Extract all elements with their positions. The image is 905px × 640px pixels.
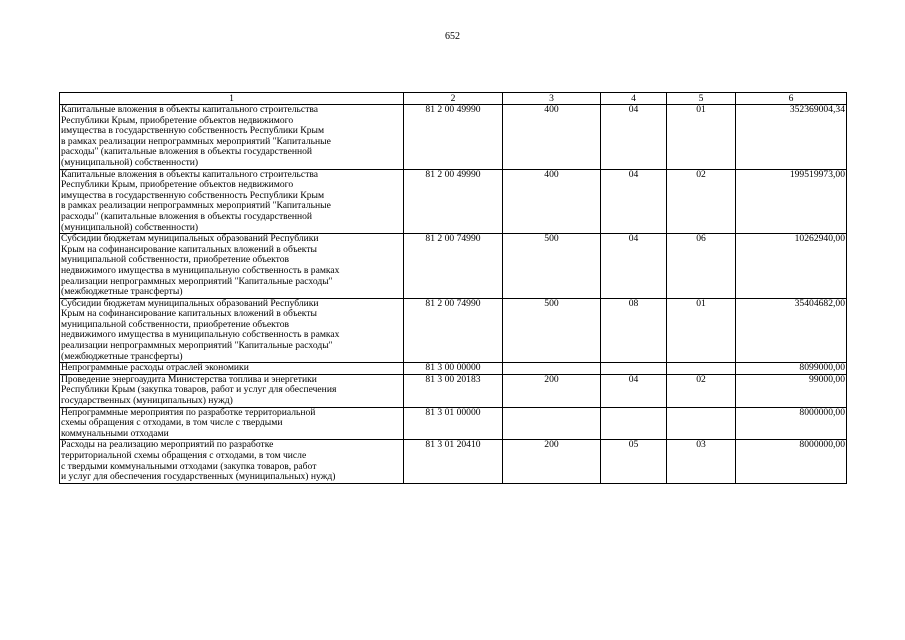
expense-name: Проведение энергоаудита Министерства топлива и энергетики Республики Крым (закупка товаров, работ и услуг для обеспечения государственных (муниципальных) нужд) xyxy=(60,374,404,407)
target-article-code: 81 3 01 20410 xyxy=(404,440,503,483)
subsection-code: 02 xyxy=(667,169,736,234)
amount: 10262940,00 xyxy=(736,234,847,299)
expense-type-code: 400 xyxy=(503,105,601,170)
section-code: 04 xyxy=(601,105,667,170)
expense-type-code: 200 xyxy=(503,374,601,407)
table-row xyxy=(60,363,847,375)
amount: 352369004,34 xyxy=(736,105,847,170)
amount: 8000000,00 xyxy=(736,440,847,483)
target-article-code: 81 3 00 00000 xyxy=(404,363,503,375)
column-header-2: 2 xyxy=(404,93,503,105)
subsection-code: 01 xyxy=(667,105,736,170)
column-header-4: 4 xyxy=(601,93,667,105)
expense-name: Непрограммные расходы отраслей экономики xyxy=(60,363,404,375)
table-row xyxy=(60,169,847,234)
section-code: 05 xyxy=(601,440,667,483)
expense-name: Капитальные вложения в объекты капитального строительства Республики Крым, приобретение объектов недвижимого имущества в государственную собственность Республики Крым в рамках реализации непрограммных мероприятий "Капитальные расходы" (капитальные вложения в объекты государственной (муниципальной) собственности) xyxy=(60,105,404,170)
section-code xyxy=(601,363,667,375)
expense-type-code: 500 xyxy=(503,234,601,299)
target-article-code: 81 2 00 49990 xyxy=(404,169,503,234)
table-row xyxy=(60,407,847,440)
expense-type-code: 400 xyxy=(503,169,601,234)
expense-name: Субсидии бюджетам муниципальных образований Республики Крым на софинансирование капитальных вложений в объекты муниципальной собственности, приобретение объектов недвижимого имущества в муниципальную собственность в рамках реализации непрограммных мероприятий "Капитальные расходы" (межбюджетные трансферты) xyxy=(60,234,404,299)
expense-name: Расходы на реализацию мероприятий по разработке территориальной схемы обращения с отходами, в том числе с твердыми коммунальными отходами (закупка товаров, работ и услуг для обеспечения государственных (муниципальных) нужд) xyxy=(60,440,404,483)
target-article-code: 81 3 01 00000 xyxy=(404,407,503,440)
target-article-code: 81 2 00 74990 xyxy=(404,234,503,299)
column-header-5: 5 xyxy=(667,93,736,105)
amount: 8099000,00 xyxy=(736,363,847,375)
expense-type-code: 500 xyxy=(503,298,601,363)
expense-name: Субсидии бюджетам муниципальных образований Республики Крым на софинансирование капитальных вложений в объекты муниципальной собственности, приобретение объектов недвижимого имущества в муниципальную собственность в рамках реализации непрограммных мероприятий "Капитальные расходы" (межбюджетные трансферты) xyxy=(60,298,404,363)
subsection-code: 01 xyxy=(667,298,736,363)
table-row xyxy=(60,374,847,407)
page-number: 652 xyxy=(445,31,460,42)
section-code: 08 xyxy=(601,298,667,363)
section-code: 04 xyxy=(601,234,667,299)
section-code xyxy=(601,407,667,440)
subsection-code xyxy=(667,407,736,440)
subsection-code: 02 xyxy=(667,374,736,407)
section-code: 04 xyxy=(601,374,667,407)
amount: 99000,00 xyxy=(736,374,847,407)
section-code: 04 xyxy=(601,169,667,234)
table-header-row xyxy=(60,93,847,105)
column-header-6: 6 xyxy=(736,93,847,105)
budget-table xyxy=(59,92,847,484)
subsection-code: 06 xyxy=(667,234,736,299)
amount: 35404682,00 xyxy=(736,298,847,363)
subsection-code xyxy=(667,363,736,375)
expense-type-code xyxy=(503,407,601,440)
expense-type-code: 200 xyxy=(503,440,601,483)
column-header-1: 1 xyxy=(60,93,404,105)
table-row xyxy=(60,298,847,363)
amount: 199519973,00 xyxy=(736,169,847,234)
target-article-code: 81 2 00 74990 xyxy=(404,298,503,363)
expense-name: Непрограммные мероприятия по разработке территориальной схемы обращения с отходами, в том числе с твердыми коммунальными отходами xyxy=(60,407,404,440)
target-article-code: 81 2 00 49990 xyxy=(404,105,503,170)
target-article-code: 81 3 00 20183 xyxy=(404,374,503,407)
expense-type-code xyxy=(503,363,601,375)
table-row xyxy=(60,105,847,170)
column-header-3: 3 xyxy=(503,93,601,105)
table-row xyxy=(60,234,847,299)
table-row xyxy=(60,440,847,483)
subsection-code: 03 xyxy=(667,440,736,483)
expense-name: Капитальные вложения в объекты капитального строительства Республики Крым, приобретение объектов недвижимого имущества в государственную собственность Республики Крым в рамках реализации непрограммных мероприятий "Капитальные расходы" (капитальные вложения в объекты государственной (муниципальной) собственности) xyxy=(60,169,404,234)
amount: 8000000,00 xyxy=(736,407,847,440)
